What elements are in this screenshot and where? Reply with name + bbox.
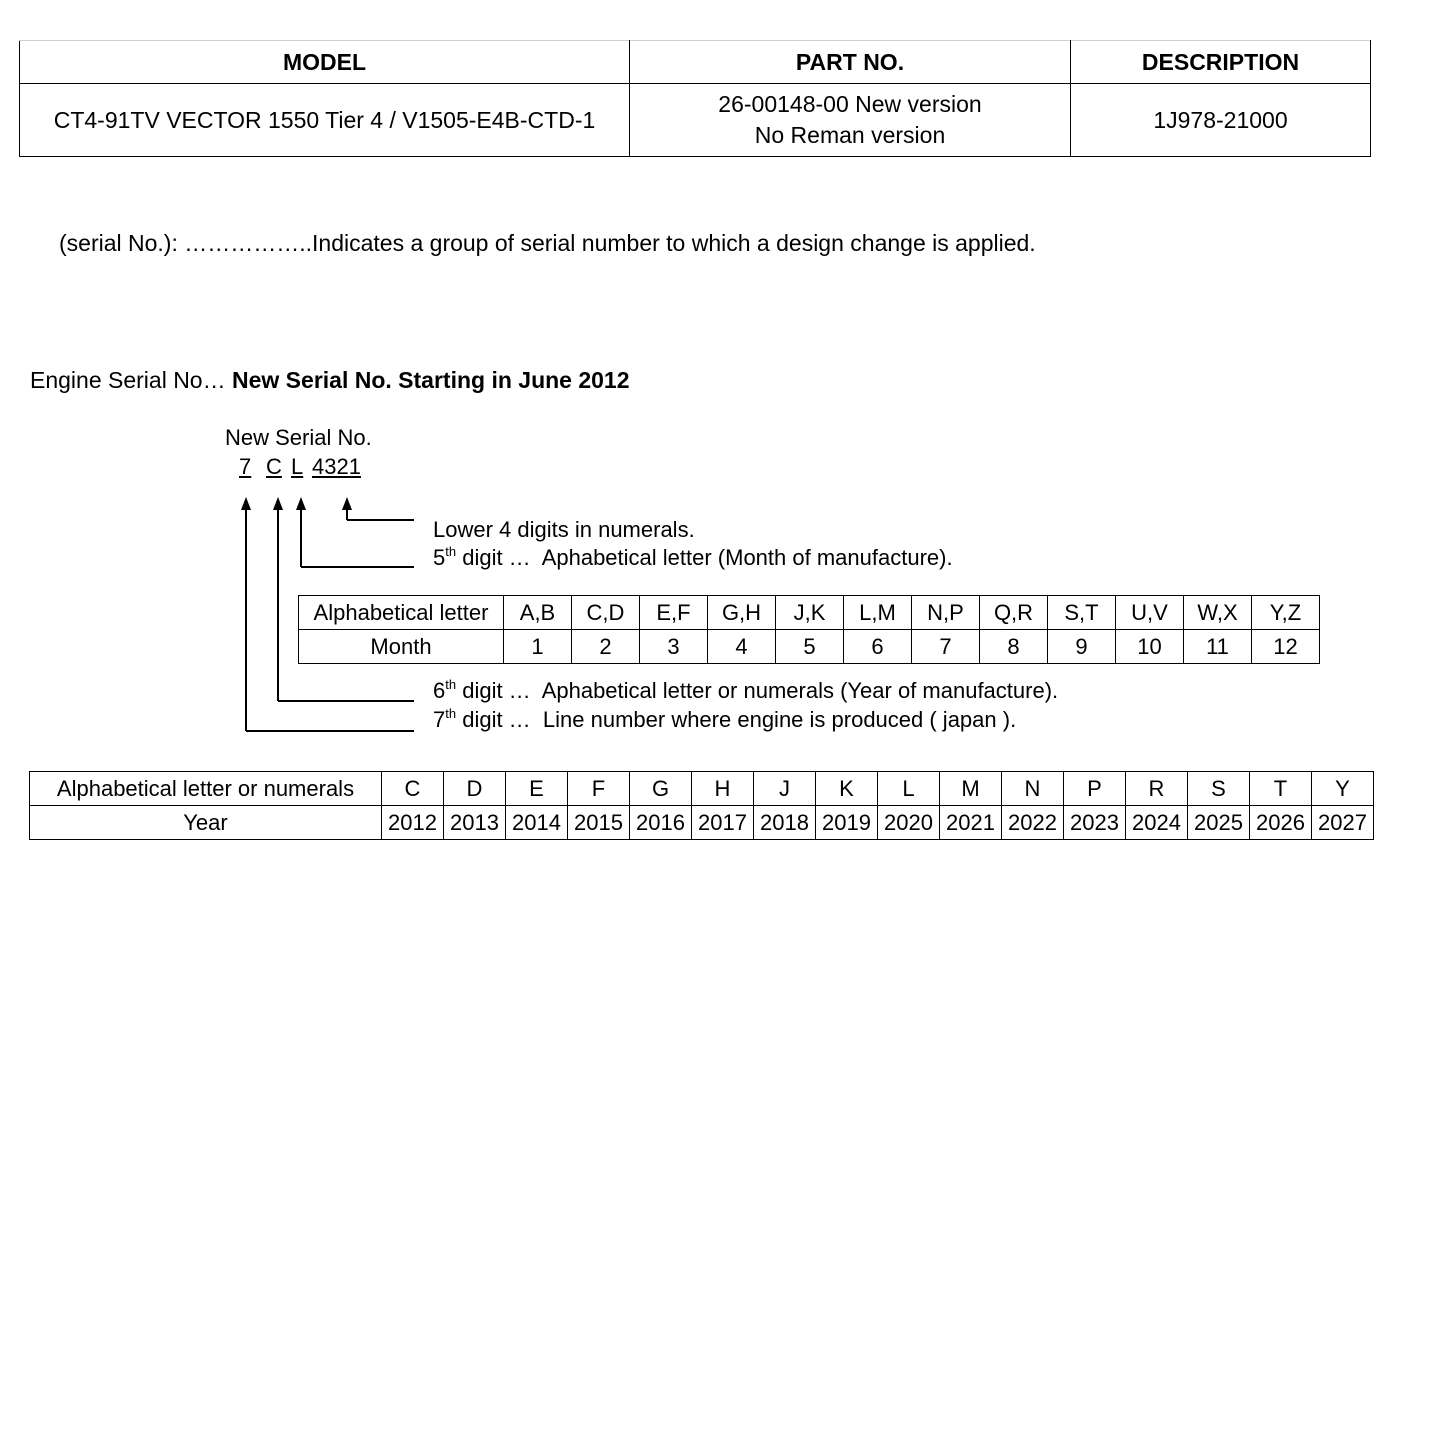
part-no-line-2: No Reman version — [754, 122, 946, 148]
month-letter-cell: Y,Z — [1252, 596, 1320, 630]
month-value-cell: 7 — [912, 630, 980, 664]
arrow-lower4 — [342, 497, 352, 510]
year-letter-cell: C — [382, 772, 444, 806]
month-row-label: Alphabetical letter — [299, 596, 504, 630]
year-code-table — [29, 771, 1374, 840]
year-letter-cell: N — [1002, 772, 1064, 806]
engine-serial-bold: New Serial No. Starting in June 2012 — [232, 367, 630, 393]
month-value-cell: 2 — [572, 630, 640, 664]
month-value-cell: 9 — [1048, 630, 1116, 664]
year-value-cell: 2021 — [940, 806, 1002, 840]
month-value-cell: 11 — [1184, 630, 1252, 664]
arrow-6th — [273, 497, 283, 510]
model-cell: CT4-91TV VECTOR 1550 Tier 4 / V1505-E4B-CTD-1 — [20, 84, 630, 157]
year-row-label: Alphabetical letter or numerals — [30, 772, 382, 806]
year-letter-cell: Y — [1312, 772, 1374, 806]
year-value-cell: 2024 — [1126, 806, 1188, 840]
year-letter-cell: M — [940, 772, 1002, 806]
arrow-7th — [241, 497, 251, 510]
new-serial-title: New Serial No. — [225, 425, 372, 450]
year-letter-row — [30, 772, 1374, 806]
month-value-cell: 3 — [640, 630, 708, 664]
month-letter-cell: L,M — [844, 596, 912, 630]
month-row-label: Month — [299, 630, 504, 664]
serial-char-lower4: 4321 — [312, 454, 361, 479]
month-letter-cell: J,K — [776, 596, 844, 630]
month-letter-cell: E,F — [640, 596, 708, 630]
year-row-label: Year — [30, 806, 382, 840]
month-value-cell: 8 — [980, 630, 1048, 664]
year-letter-cell: D — [444, 772, 506, 806]
month-letter-cell: S,T — [1048, 596, 1116, 630]
month-letter-cell: Q,R — [980, 596, 1048, 630]
year-letter-cell: E — [506, 772, 568, 806]
month-letter-cell: C,D — [572, 596, 640, 630]
month-value-cell: 4 — [708, 630, 776, 664]
month-letter-cell: A,B — [504, 596, 572, 630]
year-letter-cell: T — [1250, 772, 1312, 806]
digit5-desc: 5th digit … Aphabetical letter (Month of manufacture). — [433, 544, 953, 570]
year-letter-cell: R — [1126, 772, 1188, 806]
serial-char-7th: 7 — [239, 454, 252, 479]
year-letter-cell: J — [754, 772, 816, 806]
year-letter-cell: G — [630, 772, 692, 806]
digit7-desc: 7th digit … Line number where engine is produced ( japan ). — [433, 706, 1017, 732]
month-letter-cell: U,V — [1116, 596, 1184, 630]
year-value-cell: 2022 — [1002, 806, 1064, 840]
year-letter-cell: F — [568, 772, 630, 806]
year-value-cell: 2025 — [1188, 806, 1250, 840]
month-value-cell: 10 — [1116, 630, 1184, 664]
digit6-desc: 6th digit … Aphabetical letter or numerals (Year of manufacture). — [433, 677, 1059, 703]
year-value-cell: 2026 — [1250, 806, 1312, 840]
part-no-line-1: 26-00148-00 New version — [718, 91, 982, 117]
serial-char-6th: C — [266, 454, 282, 479]
description-header: DESCRIPTION — [1071, 41, 1371, 84]
description-cell: 1J978-21000 — [1071, 84, 1371, 157]
year-value-cell: 2023 — [1064, 806, 1126, 840]
month-value-cell: 6 — [844, 630, 912, 664]
year-value-cell: 2013 — [444, 806, 506, 840]
serial-note: (serial No.): ……………..Indicates a group of serial number to which a design change is applied. — [59, 230, 1036, 256]
year-value-cell: 2016 — [630, 806, 692, 840]
year-value-row — [30, 806, 1374, 840]
engine-serial-prefix: Engine Serial No… — [30, 367, 232, 393]
month-letter-cell: W,X — [1184, 596, 1252, 630]
year-letter-cell: K — [816, 772, 878, 806]
month-value-row — [299, 630, 1320, 664]
year-letter-cell: P — [1064, 772, 1126, 806]
year-value-cell: 2018 — [754, 806, 816, 840]
lower4-desc: Lower 4 digits in numerals. — [433, 517, 695, 542]
model-header: MODEL — [20, 41, 630, 84]
year-letter-cell: H — [692, 772, 754, 806]
month-value-cell: 12 — [1252, 630, 1320, 664]
year-value-cell: 2019 — [816, 806, 878, 840]
month-letter-row — [299, 596, 1320, 630]
year-letter-cell: L — [878, 772, 940, 806]
month-code-table — [298, 595, 1320, 664]
year-value-cell: 2015 — [568, 806, 630, 840]
year-value-cell: 2014 — [506, 806, 568, 840]
month-value-cell: 5 — [776, 630, 844, 664]
year-value-cell: 2027 — [1312, 806, 1374, 840]
year-value-cell: 2017 — [692, 806, 754, 840]
month-letter-cell: G,H — [708, 596, 776, 630]
part-no-header: PART NO. — [630, 41, 1071, 84]
serial-char-5th: L — [291, 454, 304, 479]
year-value-cell: 2020 — [878, 806, 940, 840]
year-value-cell: 2012 — [382, 806, 444, 840]
arrow-5th — [296, 497, 306, 510]
month-value-cell: 1 — [504, 630, 572, 664]
year-letter-cell: S — [1188, 772, 1250, 806]
month-letter-cell: N,P — [912, 596, 980, 630]
